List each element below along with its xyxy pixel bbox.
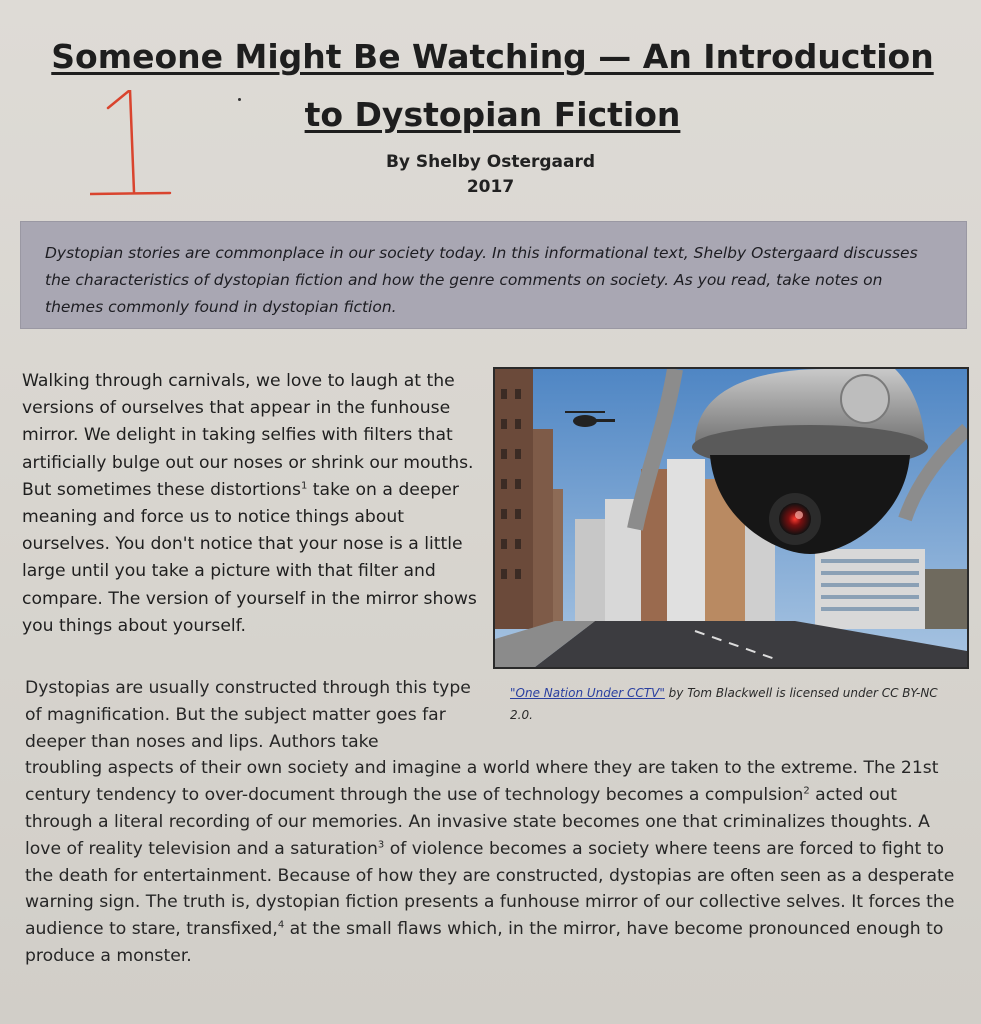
footnote-2[interactable]: 2 xyxy=(803,785,810,797)
footnote-3[interactable]: 3 xyxy=(377,839,385,851)
paragraph-2-text-b: acted out through a literal recording of our memories. An invasive state becomes one that criminalizes thoughts. A love of reality television and a saturation xyxy=(25,785,930,859)
author: By Shelby Ostergaard xyxy=(385,152,596,172)
cctv-image xyxy=(493,367,969,669)
paragraph-1-text-b: take on a deeper meaning and force us to notice things about ourselves. You don't notice that your nose is a little large until you take a picture with that filter and compare. The version of yourself in the mirror shows you things about yourself. xyxy=(22,479,477,636)
caption-source-link[interactable]: "One Nation Under CCTV" xyxy=(510,686,665,700)
cctv-illustration xyxy=(495,369,967,667)
caption-license: by Tom Blackwell is licensed under CC BY-NC 2.0. xyxy=(510,686,938,722)
year: 2017 xyxy=(466,177,515,197)
paragraph-2-narrow: Dystopias are usually constructed through this type of magnification. But the subject matter goes far deeper than noses and lips. Authors take xyxy=(25,678,471,752)
paragraph-1 xyxy=(22,368,482,640)
paragraph-2-text-d: at the small flaws which, in the mirror, have become pronounced enough to produce a monster. xyxy=(25,919,944,966)
paragraph-2 xyxy=(25,675,960,970)
footnote-1[interactable]: 1 xyxy=(300,480,308,492)
byline xyxy=(0,150,981,200)
title-line-2: to Dystopian Fiction xyxy=(304,95,681,134)
stray-mark xyxy=(238,98,241,101)
paragraph-2-text-c: of violence becomes a society where teens are forced to fight to the death for entertainment. Because of how they are constructed, dystopias are often seen as a desperate warning sign. The truth is, dystopian fiction presents a funhouse mirror of our collective selves. It forces the audience to stare, transfixed, xyxy=(25,838,955,940)
paragraph-1-text-a: Walking through carnivals, we love to laugh at the versions of ourselves that appear in the funhouse mirror. We delight in taking selfies with filters that artificially bulge out our noses or shrink our mouths. But sometimes these distortions xyxy=(22,371,474,500)
title-line-1: Someone Might Be Watching — An Introduction xyxy=(51,37,934,76)
summary-box: Dystopian stories are commonplace in our society today. In this informational text, Shelby Ostergaard discusses the characteristics of dystopian fiction and how the genre comments on society. As you read, take notes on themes commonly found in dystopian fiction. xyxy=(20,221,967,329)
footnote-4[interactable]: 4 xyxy=(277,919,285,931)
paragraph-2-text-a: troubling aspects of their own society and imagine a world where they are taken to the extreme. The 21st century tendency to over-document through the use of technology becomes a compulsion xyxy=(25,758,939,806)
